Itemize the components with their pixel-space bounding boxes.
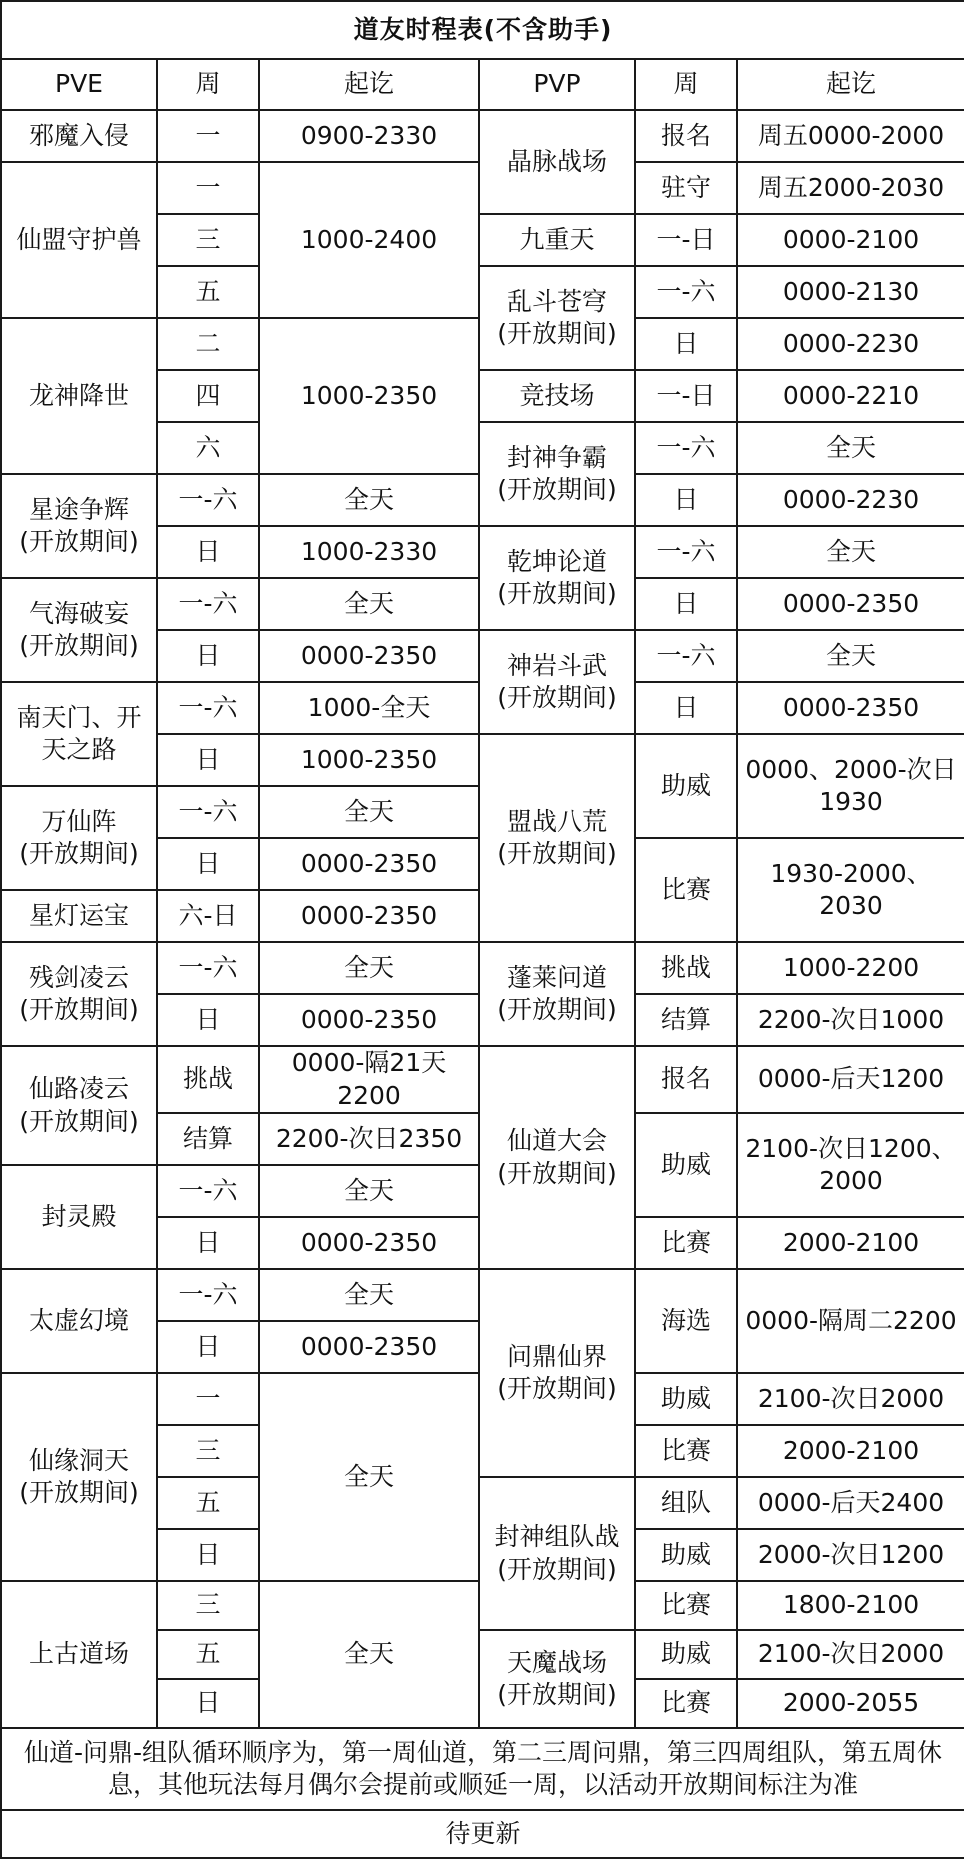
pvp-time-cell: 0000-2350	[737, 578, 964, 630]
header-pvp-time: 起讫	[737, 59, 964, 110]
pvp-activity-name: 封神争霸 (开放期间)	[479, 422, 635, 526]
pvp-time-cell: 2100-次日2000	[737, 1373, 964, 1425]
pvp-week-cell: 助威	[635, 1113, 737, 1217]
pve-time-cell: 0000-2350	[259, 1217, 479, 1269]
pvp-time-cell: 全天	[737, 630, 964, 682]
pve-week-cell: 三	[157, 214, 259, 266]
header-pve: PVE	[1, 59, 157, 110]
pvp-time-cell: 周五0000-2000	[737, 110, 964, 162]
pve-time-cell: 全天	[259, 786, 479, 838]
pve-activity-name: 南天门、开 天之路	[1, 682, 157, 786]
pvp-week-cell: 助威	[635, 1373, 737, 1425]
pve-time-cell: 0000-2350	[259, 994, 479, 1046]
pvp-activity-name: 仙道大会 (开放期间)	[479, 1046, 635, 1269]
pve-activity-name: 仙盟守护兽	[1, 162, 157, 318]
pve-time-cell: 全天	[259, 1165, 479, 1217]
pvp-week-cell: 比赛	[635, 1425, 737, 1477]
pve-week-cell: 一	[157, 1373, 259, 1425]
pvp-time-cell: 2000-2100	[737, 1425, 964, 1477]
pvp-time-cell: 0000-2210	[737, 370, 964, 422]
pve-week-cell: 六-日	[157, 890, 259, 942]
pve-week-cell: 五	[157, 1630, 259, 1679]
pve-activity-name: 仙路凌云 (开放期间)	[1, 1046, 157, 1165]
pve-activity-name: 上古道场	[1, 1581, 157, 1728]
pvp-activity-name: 问鼎仙界 (开放期间)	[479, 1269, 635, 1477]
pvp-activity-name: 蓬莱问道 (开放期间)	[479, 942, 635, 1046]
pvp-time-cell: 2000-2055	[737, 1679, 964, 1728]
pve-time-cell: 1000-2400	[259, 162, 479, 318]
pve-time-cell: 0000-2350	[259, 1321, 479, 1373]
pve-week-cell: 一-六	[157, 682, 259, 734]
header-pvp: PVP	[479, 59, 635, 110]
pve-activity-name: 太虚幻境	[1, 1269, 157, 1373]
pvp-time-cell: 2000-2100	[737, 1217, 964, 1269]
pve-week-cell: 五	[157, 266, 259, 318]
pvp-activity-name: 竞技场	[479, 370, 635, 422]
pve-week-cell: 一-六	[157, 1269, 259, 1321]
pve-week-cell: 日	[157, 734, 259, 786]
pve-week-cell: 一	[157, 162, 259, 214]
pve-time-cell: 全天	[259, 1373, 479, 1581]
pvp-time-cell: 0000-后天2400	[737, 1477, 964, 1529]
pvp-week-cell: 一-六	[635, 266, 737, 318]
footer-status: 待更新	[1, 1810, 964, 1858]
pve-week-cell: 日	[157, 1217, 259, 1269]
pve-time-cell: 全天	[259, 474, 479, 526]
pvp-week-cell: 比赛	[635, 1217, 737, 1269]
pvp-activity-name: 乱斗苍穹 (开放期间)	[479, 266, 635, 370]
pvp-week-cell: 比赛	[635, 838, 737, 942]
pvp-time-cell: 0000-2230	[737, 474, 964, 526]
pve-week-cell: 三	[157, 1581, 259, 1630]
page-title: 道友时程表(不含助手)	[1, 1, 964, 59]
pve-week-cell: 日	[157, 630, 259, 682]
pvp-time-cell: 全天	[737, 526, 964, 578]
pvp-time-cell: 2200-次日1000	[737, 994, 964, 1046]
pvp-week-cell: 日	[635, 578, 737, 630]
pvp-activity-name: 神岩斗武 (开放期间)	[479, 630, 635, 734]
pve-week-cell: 六	[157, 422, 259, 474]
pvp-week-cell: 海选	[635, 1269, 737, 1373]
pve-week-cell: 三	[157, 1425, 259, 1477]
pvp-activity-name: 盟战八荒 (开放期间)	[479, 734, 635, 942]
header-pve-week: 周	[157, 59, 259, 110]
pve-week-cell: 四	[157, 370, 259, 422]
pve-week-cell: 日	[157, 838, 259, 890]
pvp-week-cell: 一-六	[635, 422, 737, 474]
pvp-time-cell: 0000-2100	[737, 214, 964, 266]
header-pve-time: 起讫	[259, 59, 479, 110]
pve-activity-name: 万仙阵 (开放期间)	[1, 786, 157, 890]
pvp-week-cell: 比赛	[635, 1679, 737, 1728]
pve-week-cell: 一-六	[157, 786, 259, 838]
pvp-time-cell: 0000、2000-次日 1930	[737, 734, 964, 838]
pvp-time-cell: 1000-2200	[737, 942, 964, 994]
pvp-week-cell: 报名	[635, 1046, 737, 1113]
pve-time-cell: 1000-全天	[259, 682, 479, 734]
pvp-week-cell: 比赛	[635, 1581, 737, 1630]
pve-time-cell: 全天	[259, 942, 479, 994]
pve-activity-name: 仙缘洞天 (开放期间)	[1, 1373, 157, 1581]
pve-time-cell: 0000-2350	[259, 890, 479, 942]
pve-activity-name: 星灯运宝	[1, 890, 157, 942]
pve-week-cell: 一-六	[157, 578, 259, 630]
pve-time-cell: 0900-2330	[259, 110, 479, 162]
pve-time-cell: 全天	[259, 1581, 479, 1728]
pve-week-cell: 二	[157, 318, 259, 370]
pve-activity-name: 星途争辉 (开放期间)	[1, 474, 157, 578]
pvp-time-cell: 1800-2100	[737, 1581, 964, 1630]
pve-time-cell: 全天	[259, 578, 479, 630]
pve-activity-name: 封灵殿	[1, 1165, 157, 1269]
pvp-week-cell: 一-六	[635, 630, 737, 682]
pve-time-cell: 1000-2330	[259, 526, 479, 578]
pvp-time-cell: 0000-2230	[737, 318, 964, 370]
pvp-time-cell: 0000-2130	[737, 266, 964, 318]
pvp-activity-name: 乾坤论道 (开放期间)	[479, 526, 635, 630]
pvp-time-cell: 2100-次日1200、 2000	[737, 1113, 964, 1217]
pvp-activity-name: 九重天	[479, 214, 635, 266]
pve-week-cell: 一	[157, 110, 259, 162]
pvp-week-cell: 助威	[635, 1529, 737, 1581]
header-pvp-week: 周	[635, 59, 737, 110]
pvp-time-cell: 0000-隔周二2200	[737, 1269, 964, 1373]
pvp-week-cell: 报名	[635, 110, 737, 162]
pve-week-cell: 一-六	[157, 474, 259, 526]
pve-activity-name: 残剑凌云 (开放期间)	[1, 942, 157, 1046]
pve-time-cell: 全天	[259, 1269, 479, 1321]
pve-week-cell: 一-六	[157, 1165, 259, 1217]
pve-week-cell: 日	[157, 526, 259, 578]
pvp-week-cell: 一-日	[635, 214, 737, 266]
pvp-time-cell: 1930-2000、2030	[737, 838, 964, 942]
pvp-week-cell: 结算	[635, 994, 737, 1046]
pvp-time-cell: 全天	[737, 422, 964, 474]
pve-week-cell: 日	[157, 994, 259, 1046]
pvp-week-cell: 日	[635, 474, 737, 526]
pvp-time-cell: 2000-次日1200	[737, 1529, 964, 1581]
pvp-activity-name: 天魔战场 (开放期间)	[479, 1630, 635, 1728]
pve-time-cell: 2200-次日2350	[259, 1113, 479, 1165]
pvp-week-cell: 一-日	[635, 370, 737, 422]
pve-time-cell: 0000-隔21天2200	[259, 1046, 479, 1113]
pvp-time-cell: 0000-2350	[737, 682, 964, 734]
pvp-time-cell: 周五2000-2030	[737, 162, 964, 214]
pve-activity-name: 气海破妄 (开放期间)	[1, 578, 157, 682]
pve-activity-name: 龙神降世	[1, 318, 157, 474]
pvp-time-cell: 0000-后天1200	[737, 1046, 964, 1113]
rotation-note: 仙道-问鼎-组队循环顺序为，第一周仙道，第二三周问鼎，第三四周组队，第五周休息，其他玩法每月偶尔会提前或顺延一周，以活动开放期间标注为准	[1, 1728, 964, 1810]
pve-week-cell: 日	[157, 1529, 259, 1581]
pve-week-cell: 一-六	[157, 942, 259, 994]
pvp-activity-name: 封神组队战 (开放期间)	[479, 1477, 635, 1630]
pve-time-cell: 0000-2350	[259, 630, 479, 682]
pvp-week-cell: 挑战	[635, 942, 737, 994]
pvp-activity-name: 晶脉战场	[479, 110, 635, 214]
pvp-time-cell: 2100-次日2000	[737, 1630, 964, 1679]
pve-week-cell: 日	[157, 1679, 259, 1728]
pvp-week-cell: 日	[635, 682, 737, 734]
pvp-week-cell: 组队	[635, 1477, 737, 1529]
pve-time-cell: 0000-2350	[259, 838, 479, 890]
pve-time-cell: 1000-2350	[259, 734, 479, 786]
pvp-week-cell: 助威	[635, 734, 737, 838]
pve-time-cell: 1000-2350	[259, 318, 479, 474]
pvp-week-cell: 日	[635, 318, 737, 370]
pve-week-cell: 挑战	[157, 1046, 259, 1113]
pve-activity-name: 邪魔入侵	[1, 110, 157, 162]
pvp-week-cell: 助威	[635, 1630, 737, 1679]
pve-week-cell: 结算	[157, 1113, 259, 1165]
pvp-week-cell: 一-六	[635, 526, 737, 578]
pvp-week-cell: 驻守	[635, 162, 737, 214]
pve-week-cell: 日	[157, 1321, 259, 1373]
pve-week-cell: 五	[157, 1477, 259, 1529]
